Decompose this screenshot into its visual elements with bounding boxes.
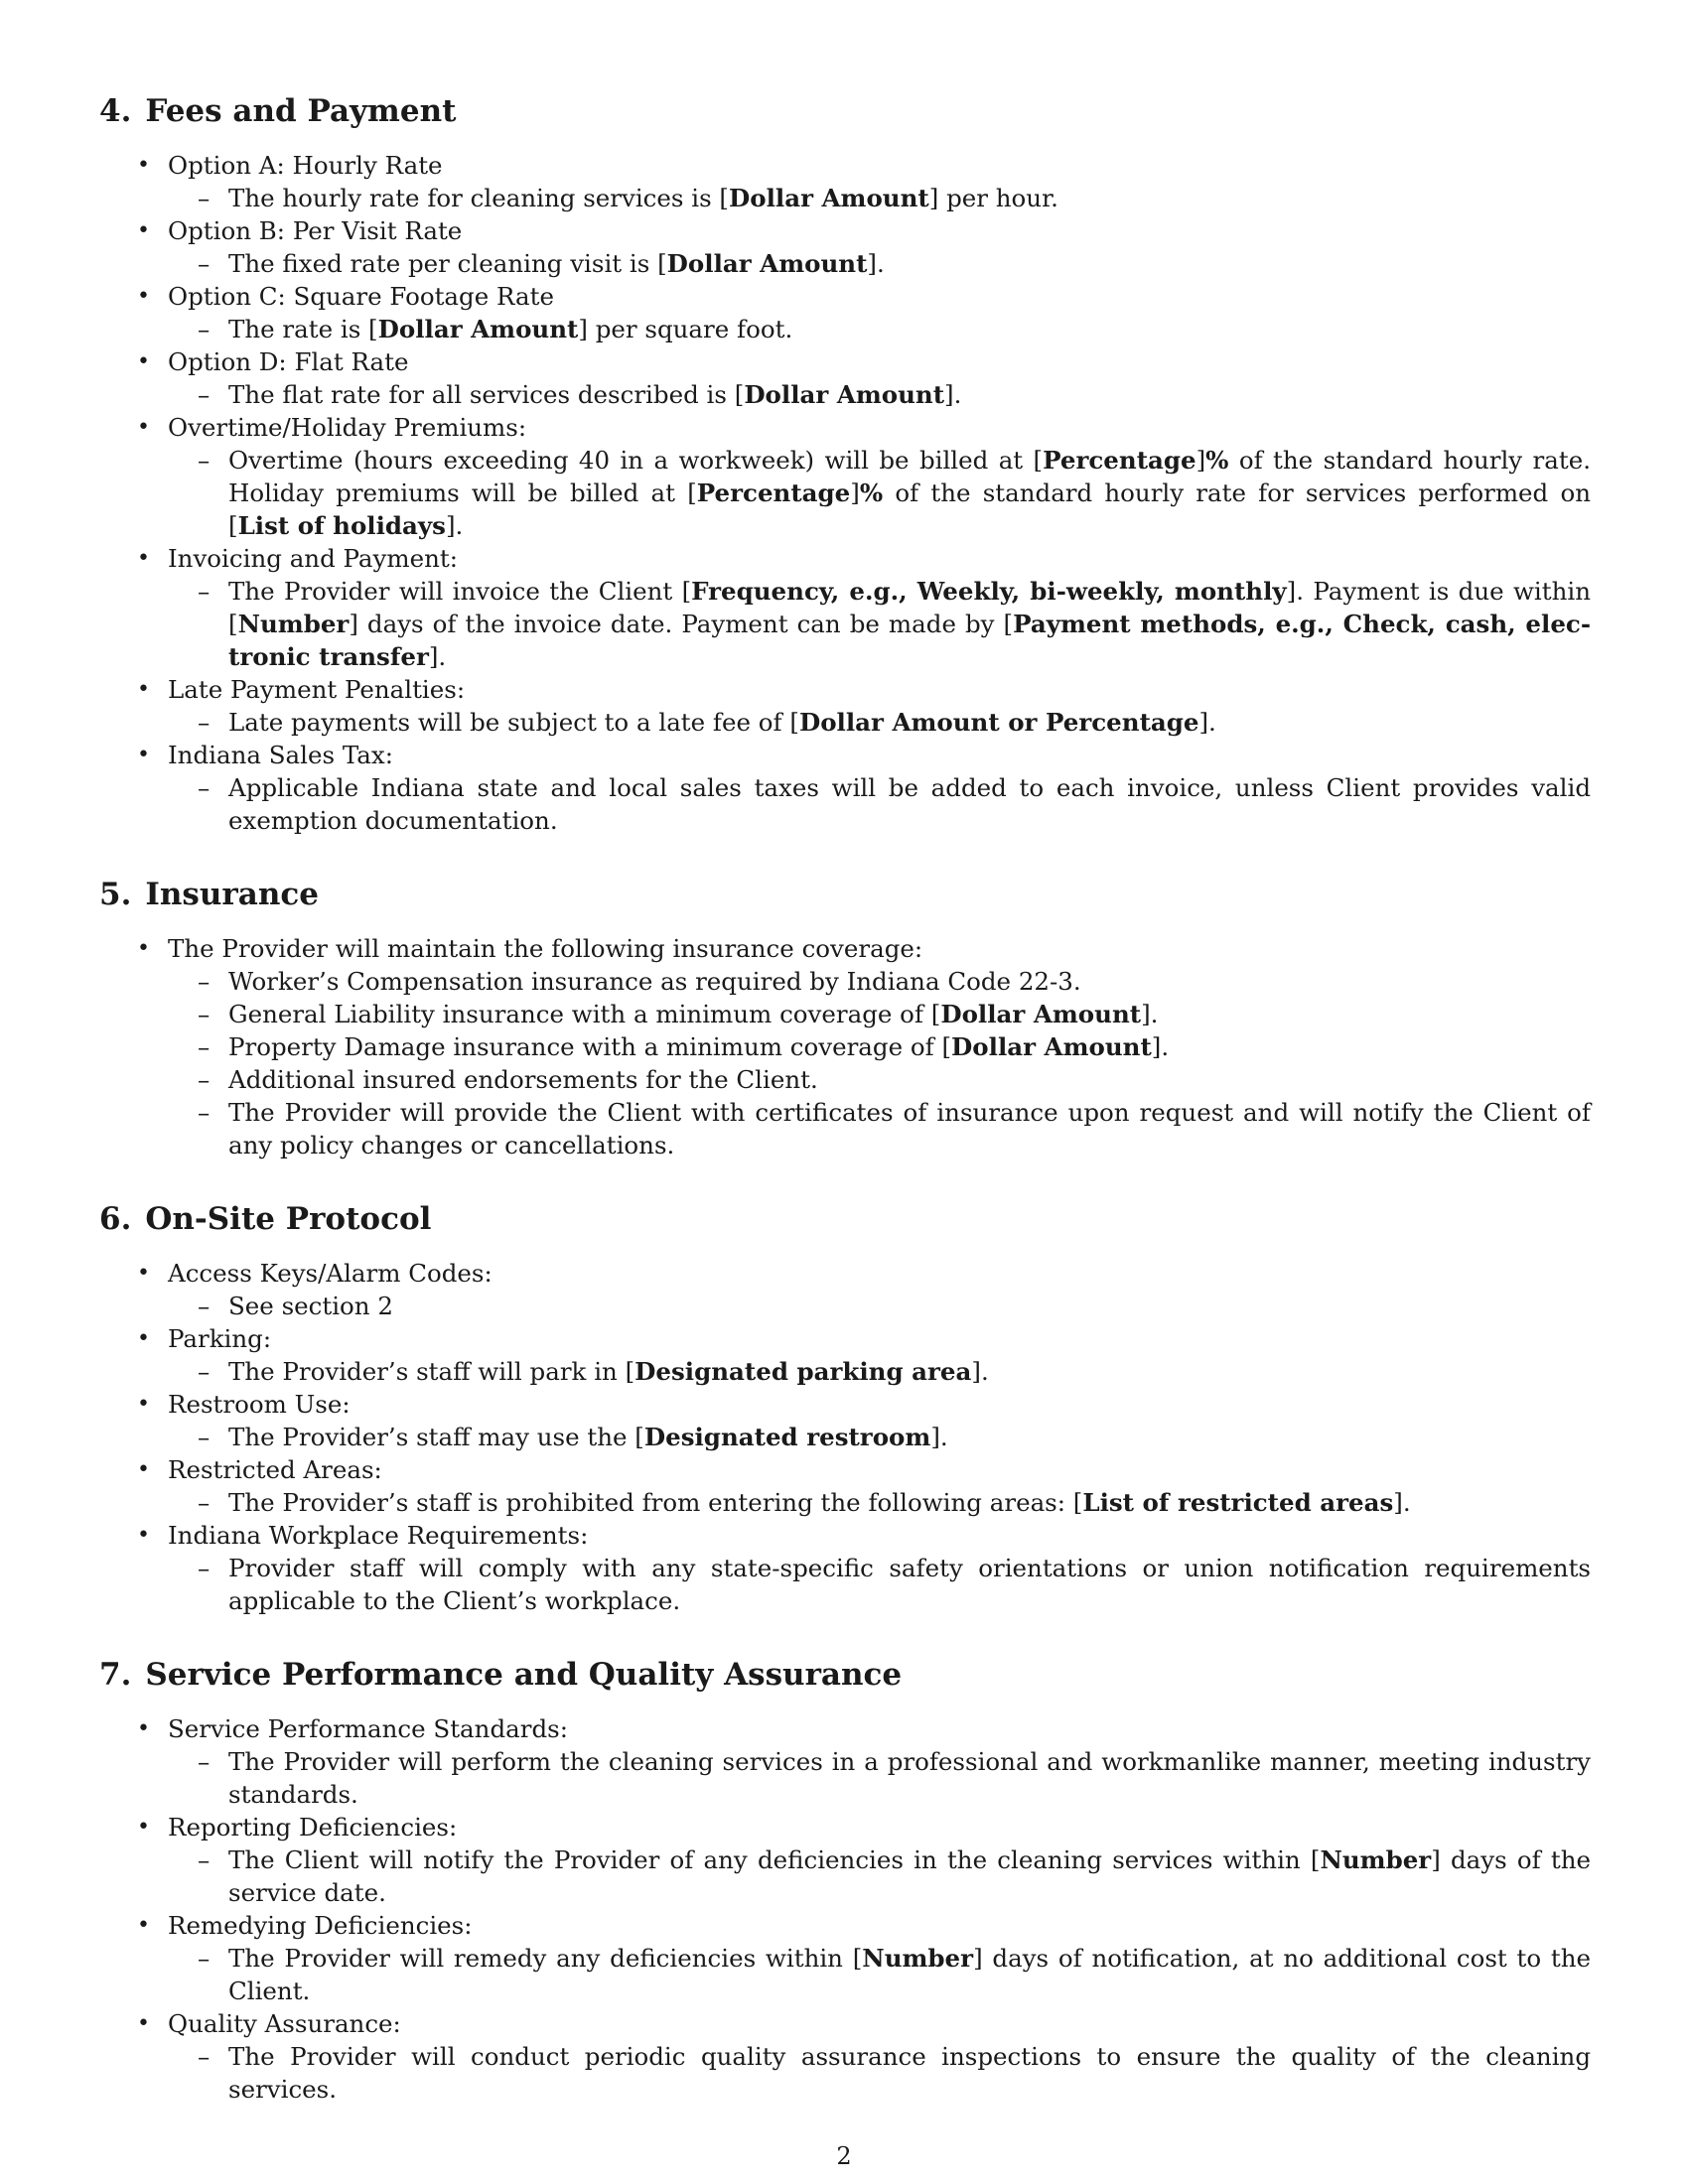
text-run: Late payments will be subject to a late fee of [: [228, 708, 799, 737]
sub-list-item: [168, 771, 1591, 837]
text-run: The flat rate for all services described is [: [228, 380, 745, 409]
section-heading: [99, 91, 1591, 131]
placeholder-field: Percentage: [696, 478, 851, 507]
list-item: [99, 411, 1591, 542]
text-run: The Provider will invoice the Client [: [228, 577, 692, 606]
text-run: The Provider’s staff is prohibited from entering the following areas: [: [228, 1488, 1083, 1517]
text-run: ].: [867, 249, 885, 278]
section-title: On-Site Protocol: [145, 1201, 432, 1237]
text-run: Property Damage insurance with a minimum coverage of [: [228, 1032, 952, 1061]
list-item: [99, 739, 1591, 837]
bullet-list: [99, 932, 1591, 1161]
sub-list: [168, 575, 1591, 673]
placeholder-field: Number: [237, 610, 350, 638]
sub-list-item: [168, 182, 1591, 214]
sub-list-item: [168, 1745, 1591, 1811]
section-title: Insurance: [145, 877, 319, 912]
text-run: The Client will notify the Provider of any deficiencies in the cleaning services within [: [228, 1845, 1321, 1874]
sub-list: [168, 771, 1591, 837]
sub-list-item: [168, 378, 1591, 411]
sub-list: [168, 2040, 1591, 2106]
placeholder-field: Frequency, e.g., Weekly, bi-weekly, monthly: [691, 577, 1287, 606]
text-run: ].: [944, 380, 962, 409]
sub-list: [168, 182, 1591, 214]
bullet-list: [99, 1712, 1591, 2106]
text-run: ].: [428, 642, 447, 671]
sub-list-item: [168, 1552, 1591, 1617]
sub-list-item: [168, 247, 1591, 280]
text-run: of the standard hourly rate for services performed on [: [228, 478, 1591, 540]
text-run: ]: [1196, 446, 1206, 475]
sub-list-item: [168, 1486, 1591, 1519]
placeholder-field: Designated parking area: [634, 1357, 972, 1386]
list-item-label: Restricted Areas:: [168, 1455, 382, 1484]
sub-list-item: [168, 444, 1591, 542]
placeholder-field: Dollar Amount: [377, 315, 579, 343]
list-item-label: The Provider will maintain the following insurance coverage:: [168, 934, 923, 963]
list-item-label: Access Keys/Alarm Codes:: [168, 1259, 492, 1288]
text-run: See section 2: [228, 1292, 393, 1320]
sub-list: [168, 706, 1591, 739]
list-item-label: Option A: Hourly Rate: [168, 151, 443, 180]
sub-list: [168, 1421, 1591, 1453]
placeholder-field: %: [859, 478, 884, 507]
placeholder-field: List of restricted areas: [1082, 1488, 1394, 1517]
list-item: [99, 542, 1591, 673]
list-item: [99, 1519, 1591, 1617]
section-title: Fees and Payment: [145, 93, 457, 129]
list-item: [99, 1257, 1591, 1322]
list-item-label: Late Payment Penalties:: [168, 675, 466, 704]
sub-list-item: [168, 706, 1591, 739]
list-item-label: Indiana Workplace Requirements:: [168, 1521, 589, 1550]
sub-list: [168, 378, 1591, 411]
section-number: 4.: [99, 93, 132, 129]
list-item: [99, 1388, 1591, 1453]
section-number: 7.: [99, 1657, 132, 1693]
text-run: The Provider will remedy any deficiencies within [: [228, 1944, 863, 1973]
list-item-label: Reporting Deficiencies:: [168, 1813, 458, 1842]
list-item: [99, 1712, 1591, 1811]
text-run: ].: [1393, 1488, 1411, 1517]
text-run: ]. Payment is due within [: [228, 577, 1591, 638]
sub-list-item: [168, 998, 1591, 1030]
text-run: The Provider will perform the cleaning services in a professional and workmanlike manner, meeting industry standards.: [228, 1747, 1591, 1809]
sub-list: [168, 313, 1591, 345]
placeholder-field: Dollar Amount: [729, 184, 929, 212]
list-item: [99, 1322, 1591, 1388]
placeholder-field: Dollar Amount: [940, 1000, 1142, 1028]
list-item: [99, 673, 1591, 739]
list-item-label: Service Performance Standards:: [168, 1714, 568, 1743]
list-item: [99, 1811, 1591, 1909]
section-title: Service Performance and Quality Assurance: [145, 1657, 903, 1693]
sub-list: [168, 1942, 1591, 2007]
section-7: [99, 1655, 1591, 2106]
text-run: ] per square foot.: [578, 315, 793, 343]
text-run: ].: [1151, 1032, 1170, 1061]
list-item-label: Overtime/Holiday Premiums:: [168, 413, 527, 442]
list-item-label: Option B: Per Visit Rate: [168, 216, 463, 245]
list-item: [99, 1453, 1591, 1519]
text-run: ] days of the service date.: [228, 1845, 1591, 1907]
sub-list: [168, 1486, 1591, 1519]
section-heading: [99, 875, 1591, 914]
page-number: 2: [836, 2142, 852, 2170]
placeholder-field: Percentage: [1043, 446, 1196, 475]
sub-list-item: [168, 965, 1591, 998]
sub-list-item: [168, 1421, 1591, 1453]
text-run: The rate is [: [228, 315, 378, 343]
text-run: The Provider will conduct periodic quality assurance inspections to ensure the quality of the cleaning services.: [228, 2042, 1591, 2104]
list-item: [99, 2007, 1591, 2106]
list-item-label: Restroom Use:: [168, 1390, 351, 1419]
text-run: The Provider will provide the Client with certificates of insurance upon request and will notify the Client of any policy changes or cancellations.: [228, 1098, 1591, 1160]
section-4: [99, 91, 1591, 837]
placeholder-field: Dollar Amount: [951, 1032, 1152, 1061]
sub-list: [168, 1843, 1591, 1909]
list-item: [99, 932, 1591, 1161]
text-run: ]: [850, 478, 860, 507]
text-run: ].: [971, 1357, 989, 1386]
list-item: [99, 149, 1591, 214]
sub-list-item: [168, 2040, 1591, 2106]
section-6: [99, 1199, 1591, 1617]
bullet-list: [99, 1257, 1591, 1617]
sub-list: [168, 1290, 1591, 1322]
sub-list-item: [168, 1942, 1591, 2007]
sub-list-item: [168, 1030, 1591, 1063]
section-heading: [99, 1199, 1591, 1239]
list-item-label: Option C: Square Footage Rate: [168, 282, 554, 311]
placeholder-field: List of holidays: [237, 511, 446, 540]
text-run: ] days of notification, at no additional cost to the Client.: [228, 1944, 1591, 2005]
sub-list: [168, 1745, 1591, 1811]
list-item-label: Parking:: [168, 1324, 272, 1353]
list-item-label: Quality Assurance:: [168, 2009, 401, 2038]
placeholder-field: Number: [862, 1944, 974, 1973]
sub-list-item: [168, 1063, 1591, 1096]
placeholder-field: Dollar Amount or Percentage: [798, 708, 1199, 737]
section-5: [99, 875, 1591, 1161]
placeholder-field: Payment methods, e.g., Check, cash, electronic transfer: [228, 610, 1591, 671]
section-number: 5.: [99, 877, 132, 912]
section-heading: [99, 1655, 1591, 1695]
sub-list-item: [168, 1843, 1591, 1909]
list-item: [99, 345, 1591, 411]
text-run: ] per hour.: [928, 184, 1058, 212]
list-item: [99, 214, 1591, 280]
text-run: Provider staff will comply with any state-specific safety orientations or union notification requirements applicable to the Client’s workplace.: [228, 1554, 1591, 1615]
text-run: ] days of the invoice date. Payment can be made by [: [349, 610, 1014, 638]
sub-list: [168, 1355, 1591, 1388]
placeholder-field: Dollar Amount: [744, 380, 945, 409]
list-item-label: Invoicing and Payment:: [168, 544, 458, 573]
list-item-label: Indiana Sales Tax:: [168, 741, 393, 769]
sub-list-item: [168, 1290, 1591, 1322]
text-run: Additional insured endorsements for the Client.: [228, 1065, 818, 1094]
text-run: Worker’s Compensation insurance as required by Indiana Code 22-3.: [228, 967, 1081, 996]
text-run: The hourly rate for cleaning services is [: [228, 184, 729, 212]
text-run: ].: [1198, 708, 1216, 737]
sub-list-item: [168, 313, 1591, 345]
sub-list: [168, 247, 1591, 280]
placeholder-field: %: [1205, 446, 1229, 475]
sub-list-item: [168, 575, 1591, 673]
text-run: ].: [930, 1423, 948, 1451]
text-run: The Provider’s staff will park in [: [228, 1357, 635, 1386]
sub-list: [168, 965, 1591, 1161]
list-item: [99, 280, 1591, 345]
list-item: [99, 1909, 1591, 2007]
sub-list-item: [168, 1355, 1591, 1388]
sub-list: [168, 444, 1591, 542]
sub-list: [168, 1552, 1591, 1617]
placeholder-field: Dollar Amount: [666, 249, 868, 278]
text-run: ].: [1141, 1000, 1159, 1028]
list-item-label: Option D: Flat Rate: [168, 347, 409, 376]
text-run: ].: [445, 511, 464, 540]
text-run: Applicable Indiana state and local sales taxes will be added to each invoice, unless Client provides valid exemption documentation.: [228, 773, 1591, 835]
text-run: Overtime (hours exceeding 40 in a workweek) will be billed at [: [228, 446, 1044, 475]
sub-list-item: [168, 1096, 1591, 1161]
text-run: The fixed rate per cleaning visit is [: [228, 249, 667, 278]
placeholder-field: Number: [1320, 1845, 1432, 1874]
list-item-label: Remedying Deficiencies:: [168, 1911, 473, 1940]
bullet-list: [99, 149, 1591, 837]
text-run: General Liability insurance with a minimum coverage of [: [228, 1000, 941, 1028]
text-run: The Provider’s staff may use the [: [228, 1423, 644, 1451]
placeholder-field: Designated restroom: [643, 1423, 931, 1451]
section-number: 6.: [99, 1201, 132, 1237]
document-body: [99, 91, 1591, 2143]
text-run: of the standard hourly rate. Holiday premiums will be billed at [: [228, 446, 1591, 507]
